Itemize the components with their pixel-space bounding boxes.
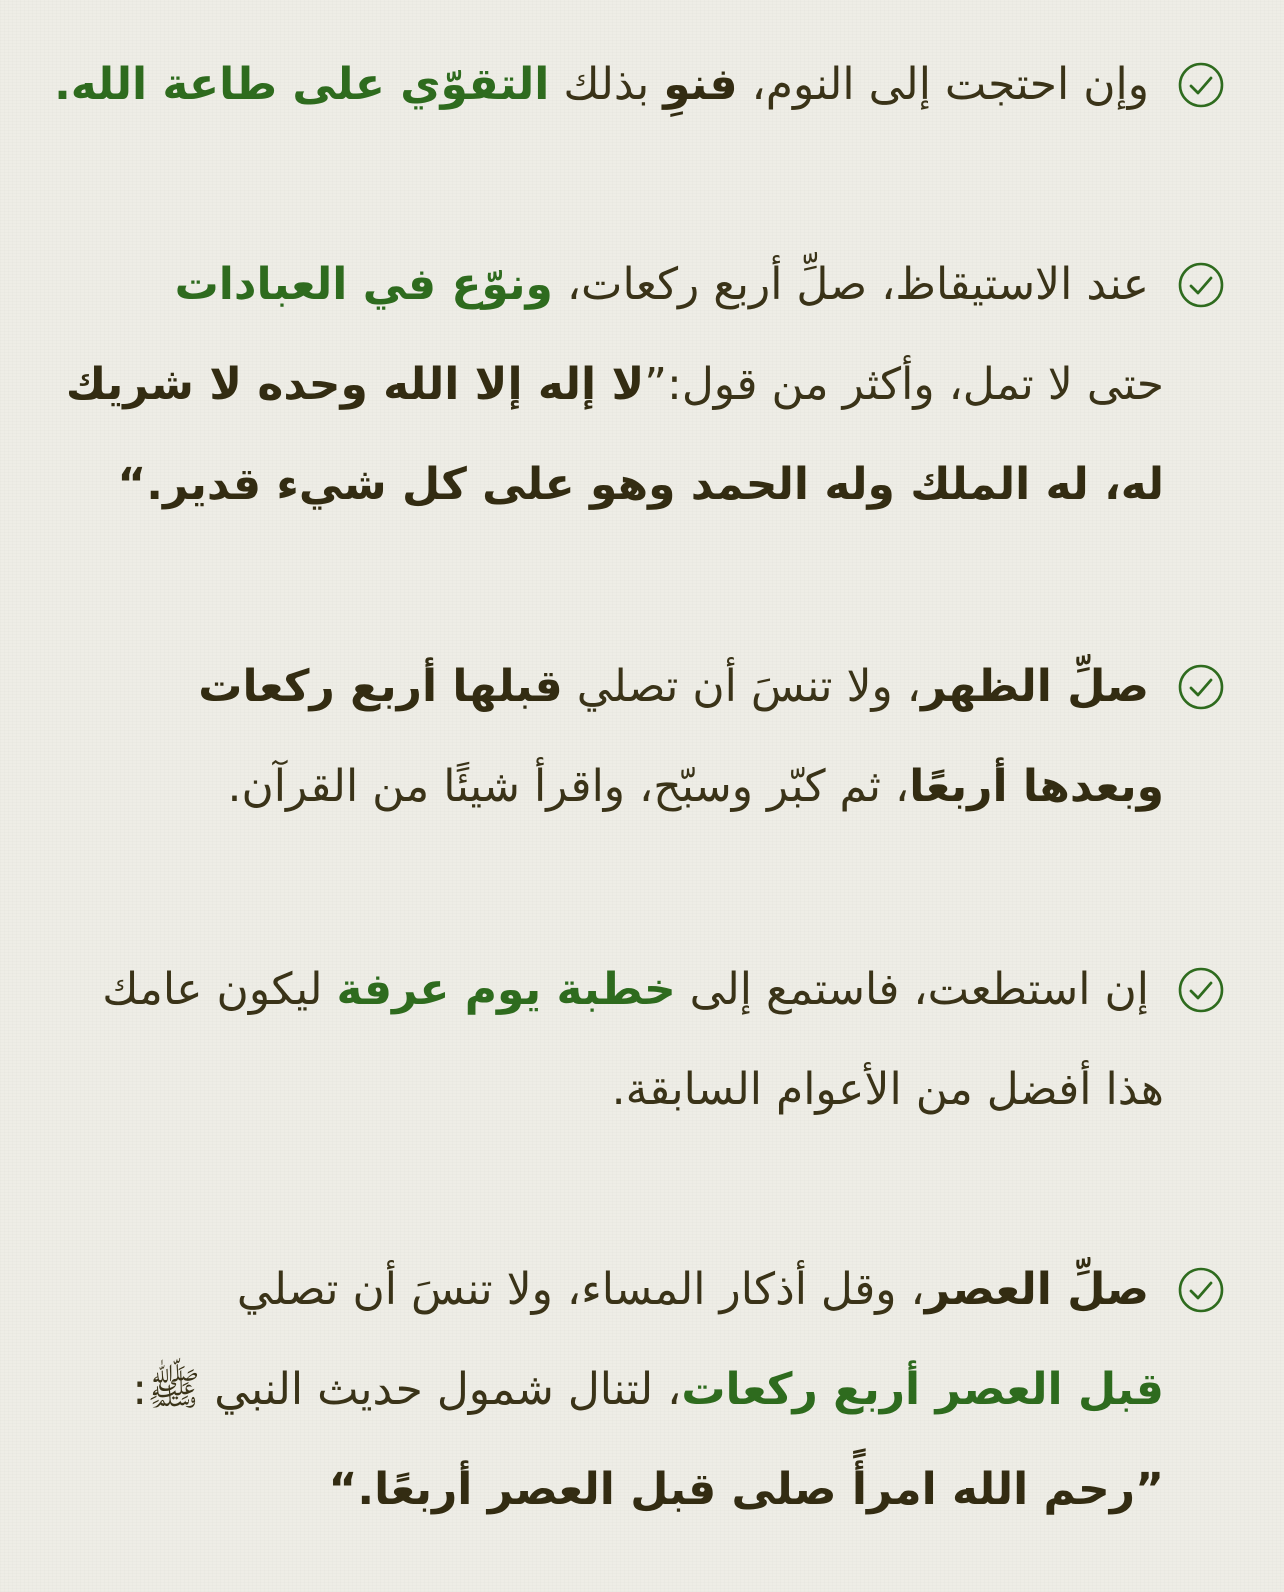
check-circle-icon [1178,664,1224,710]
text-normal: عند الاستيقاظ، صلِّ أربع ركعات، [552,259,1149,310]
text-normal: بذلك [549,59,664,110]
text-bold: ”رحم الله امرأً صلى قبل العصر أربعًا.“ [328,1464,1164,1515]
text-bold: قبلها أربع ركعات [198,661,563,712]
text-normal: ، ثم كبّر وسبّح، واقرأ شيئًا من القرآن. [227,761,910,812]
text-bold: صلِّ الظهر [921,661,1149,712]
item-line [149,1240,1149,1340]
text-normal: هذا أفضل من الأعوام السابقة. [611,1064,1164,1115]
item-line [132,1340,1164,1440]
text-highlight: التقوّي على طاعة الله. [54,59,550,110]
item-line [149,637,1149,737]
item-line [117,435,1164,535]
text-bold: فنوِ [663,59,738,110]
text-normal: ، لتنال شمول حديث النبي ﷺ: [132,1364,682,1415]
text-normal: ، ولا تنسَ أن تصلي [562,661,921,712]
item-line [54,35,1149,135]
text-bold: صلِّ العصر [924,1264,1149,1315]
check-circle-icon [1178,62,1224,108]
list-item [132,1240,1164,1540]
item-line [149,1440,1164,1540]
list-item [65,235,1164,535]
text-normal: ليكون عامك [102,964,337,1015]
item-line [149,235,1149,335]
list-item [102,940,1164,1140]
list-item [149,637,1164,837]
item-line [149,1040,1164,1140]
check-circle-icon [1178,262,1224,308]
text-highlight: قبل العصر أربع ركعات [681,1364,1164,1415]
check-circle-icon [1178,1267,1224,1313]
text-bold: لا إله إلا الله وحده لا شريك [65,359,645,410]
text-normal: إن استطعت، فاستمع إلى [675,964,1149,1015]
check-circle-icon [1178,967,1224,1013]
item-line [102,940,1149,1040]
item-line [65,335,1164,435]
text-highlight: ونوّع في العبادات [174,259,553,310]
text-bold: له، له الملك وله الحمد وهو على كل شيء قدير.“ [117,459,1164,510]
item-line [149,737,1164,837]
text-normal: ، وقل أذكار المساء، ولا تنسَ أن تصلي [236,1264,925,1315]
text-normal: وإن احتجت إلى النوم، [737,59,1149,110]
list-item [54,35,1149,135]
text-highlight: خطبة يوم عرفة [336,964,676,1015]
text-bold: وبعدها أربعًا [909,761,1164,812]
text-normal: حتى لا تمل، وأكثر من قول:” [644,359,1164,410]
